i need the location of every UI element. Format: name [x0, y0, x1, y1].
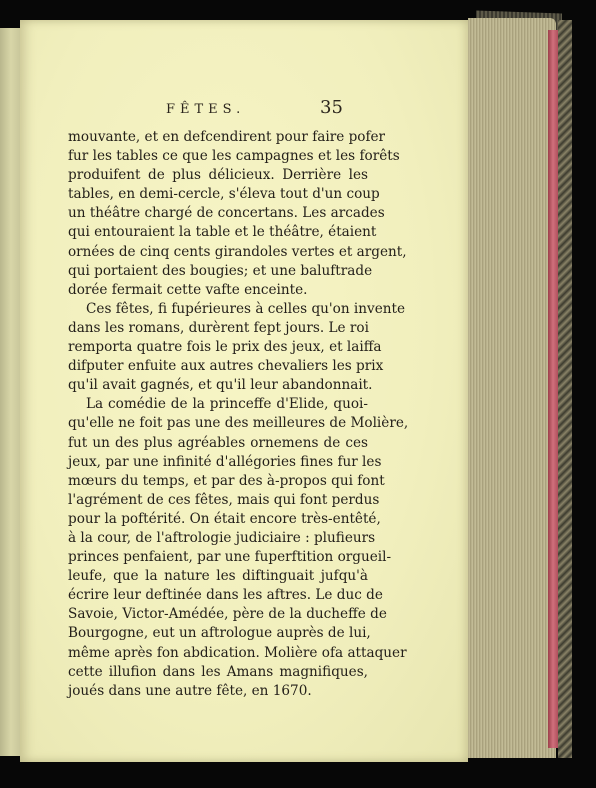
text-line: ornées de cinq cents girandoles vertes et argent,	[68, 243, 407, 260]
text-line: Ces fêtes, fi fupérieures à celles qu'on invente	[86, 300, 406, 317]
text-line: dans les romans, durèrent fept jours. Le roi	[68, 319, 369, 336]
text-line: remporta quatre fois le prix des jeux, et laiffa	[68, 339, 382, 356]
red-gilt-edge	[548, 30, 558, 748]
text-line: mouvante, et en defcendirent pour faire pofer	[68, 129, 386, 145]
text-line: qui entouraient la table et le théâtre, étaient	[68, 224, 377, 241]
text-line: qu'elle ne foit pas une des meilleures de Molière,	[68, 415, 409, 432]
book-cover-edge	[558, 20, 572, 758]
text-line: à la cour, de l'aftrologie judiciaire : plufieurs	[68, 529, 376, 546]
text-line: difputer enfuite aux autres chevaliers les prix	[68, 358, 384, 375]
text-line: cette illufion dans les Amans magnifiques,	[68, 663, 368, 680]
page-edge-stack	[468, 18, 556, 758]
body-text	[68, 128, 409, 701]
text-line: joués dans une autre fête, en 1670.	[68, 682, 312, 699]
text-line: mœurs du temps, et par des à-propos qui font	[68, 472, 385, 489]
running-head: FÊTES.	[166, 102, 246, 117]
text-line: produifent de plus délicieux. Derrière les	[68, 167, 368, 184]
text-line: dorée fermait cette vafte enceinte.	[68, 281, 308, 298]
text-line: princes penfaient, par une fuperftition orgueil-	[68, 549, 392, 566]
page-number: 35	[320, 97, 343, 118]
text-line: qui portaient des bougies; et une baluftrade	[68, 262, 373, 279]
text-line: fur les tables ce que les campagnes et les forêts	[68, 148, 400, 165]
text-line: qu'il avait gagnés, et qu'il leur abandonnait.	[68, 377, 373, 394]
text-line: même après fon abdication. Molière ofa attaquer	[68, 644, 407, 661]
text-line: un théâtre chargé de concertans. Les arcades	[68, 205, 385, 222]
text-line: fut un des plus agréables ornemens de ces	[68, 434, 368, 451]
text-line: leufe, que la nature les diftinguait jufqu'à	[68, 568, 368, 585]
text-line: jeux, par une infinité d'allégories fines fur les	[68, 453, 382, 470]
text-line: Savoie, Victor-Amédée, père de la ducheffe de	[68, 606, 387, 623]
text-line: La comédie de la princeffe d'Elide, quoi-	[86, 396, 368, 413]
text-line: Bourgogne, eut un aftrologue auprès de lui,	[68, 625, 371, 642]
text-line: écrire leur deftinée dans les aftres. Le duc de	[68, 587, 383, 604]
text-line: pour la poftérité. On était encore très-entêté,	[68, 510, 381, 527]
text-line: tables, en demi-cercle, s'éleva tout d'un coup	[68, 186, 380, 203]
text-line: l'agrément de ces fêtes, mais qui font perdus	[68, 491, 380, 508]
